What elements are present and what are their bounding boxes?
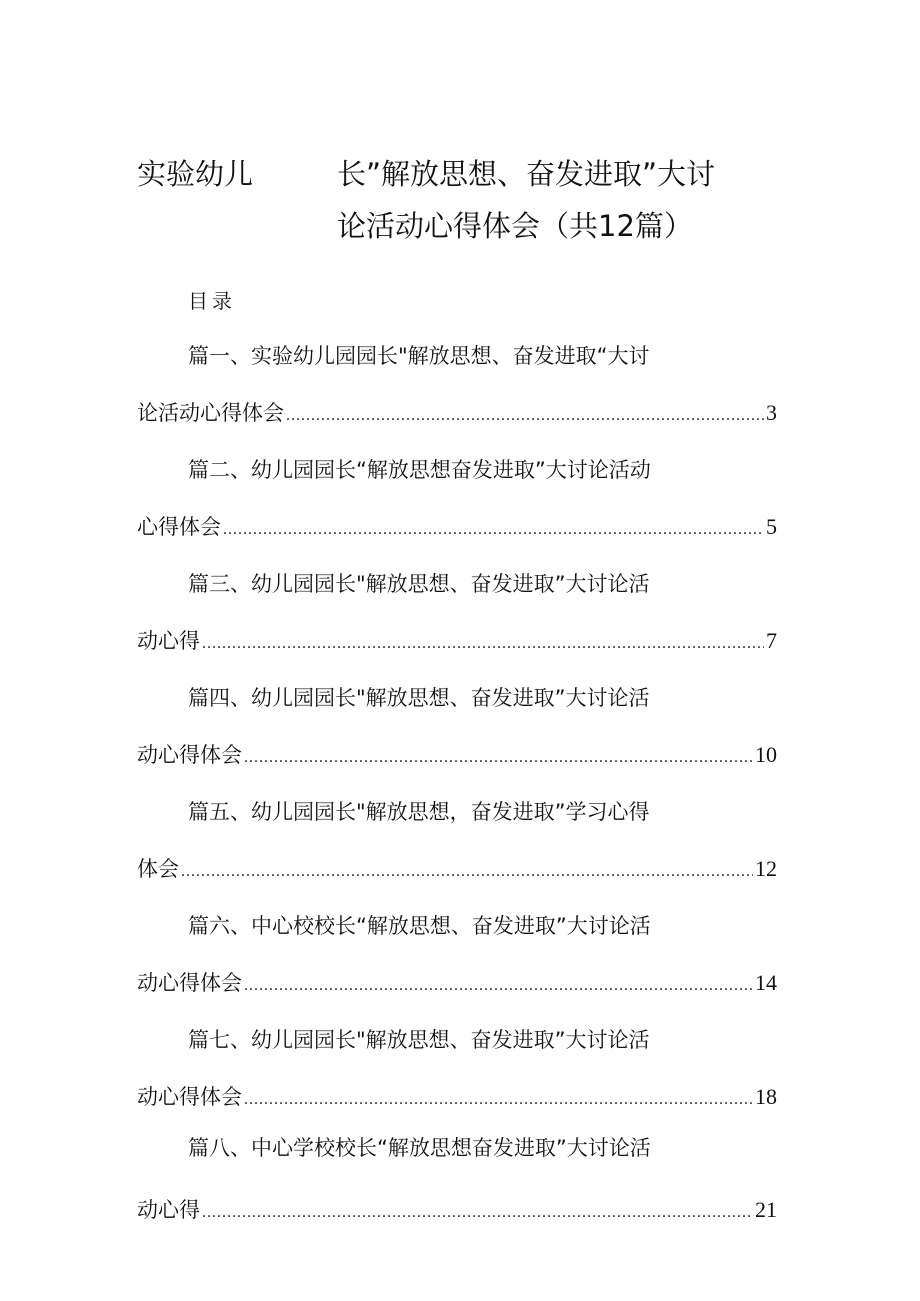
title-line-1-left: 实验幼儿 xyxy=(137,157,254,191)
toc-entry-page-number: 12 xyxy=(755,856,777,881)
toc-entry-title[interactable]: 篇一、实验幼儿园园长"解放思想、奋发进取“大讨 xyxy=(188,344,650,368)
toc-entry-title[interactable]: 篇三、幼儿园园长"解放思想、奋发进取”大讨论活 xyxy=(188,572,650,596)
toc-entry-page-number: 3 xyxy=(766,400,777,425)
toc-entry-title-cont: 动心得体会 xyxy=(137,743,242,767)
toc-entry-title[interactable]: 篇七、幼儿园园长"解放思想、奋发进取”大讨论活 xyxy=(188,1028,650,1052)
dot-leader xyxy=(181,863,753,881)
dot-leader xyxy=(202,635,764,653)
toc-entry-page-number: 21 xyxy=(755,1197,777,1222)
toc-entry-title-cont: 动心得 xyxy=(137,629,200,653)
dot-leader xyxy=(202,1204,753,1222)
toc-entry-title-cont: 心得体会 xyxy=(137,515,221,539)
toc-entry-continuation[interactable] xyxy=(137,625,777,655)
toc-entry-title[interactable]: 篇八、中心学校校长“解放思想奋发进取”大讨论活 xyxy=(188,1136,651,1160)
toc-entry-page-number: 18 xyxy=(755,1084,777,1109)
toc-entry-title[interactable]: 篇四、幼儿园园长"解放思想、奋发进取”大讨论活 xyxy=(188,686,650,710)
toc-entry-continuation[interactable] xyxy=(137,853,777,883)
toc-entry-continuation[interactable] xyxy=(137,397,777,427)
dot-leader xyxy=(286,407,764,425)
toc-entry-title-cont: 动心得体会 xyxy=(137,1085,242,1109)
dot-leader xyxy=(244,749,753,767)
title-line-1-right: 长”解放思想、奋发进取”大讨 xyxy=(337,157,716,191)
title-line-2: 论活动心得体会（共12篇） xyxy=(337,209,693,243)
toc-entry-continuation[interactable] xyxy=(137,739,777,769)
toc-entry-continuation[interactable] xyxy=(137,967,777,997)
dot-leader xyxy=(244,1091,753,1109)
toc-entry-page-number: 5 xyxy=(766,514,777,539)
toc-entry-title-cont: 动心得 xyxy=(137,1198,200,1222)
dot-leader xyxy=(244,977,753,995)
toc-entry-continuation[interactable] xyxy=(137,511,777,541)
toc-entry-continuation[interactable] xyxy=(137,1194,777,1224)
toc-entry-title-cont: 论活动心得体会 xyxy=(137,401,284,425)
toc-entry-title[interactable]: 篇二、幼儿园园长“解放思想奋发进取”大讨论活动 xyxy=(188,458,651,482)
toc-entry-page-number: 10 xyxy=(755,742,777,767)
dot-leader xyxy=(223,521,764,539)
toc-entry-page-number: 14 xyxy=(755,970,777,995)
toc-heading: 目录 xyxy=(188,289,236,313)
toc-entry-title[interactable]: 篇五、幼儿园园长"解放思想，奋发进取”学习心得 xyxy=(188,800,650,824)
toc-entry-title-cont: 体会 xyxy=(137,857,179,881)
toc-entry-title-cont: 动心得体会 xyxy=(137,971,242,995)
toc-entry-continuation[interactable] xyxy=(137,1081,777,1111)
toc-entry-page-number: 7 xyxy=(766,628,777,653)
toc-entry-title[interactable]: 篇六、中心校校长“解放思想、奋发进取”大讨论活 xyxy=(188,914,651,938)
